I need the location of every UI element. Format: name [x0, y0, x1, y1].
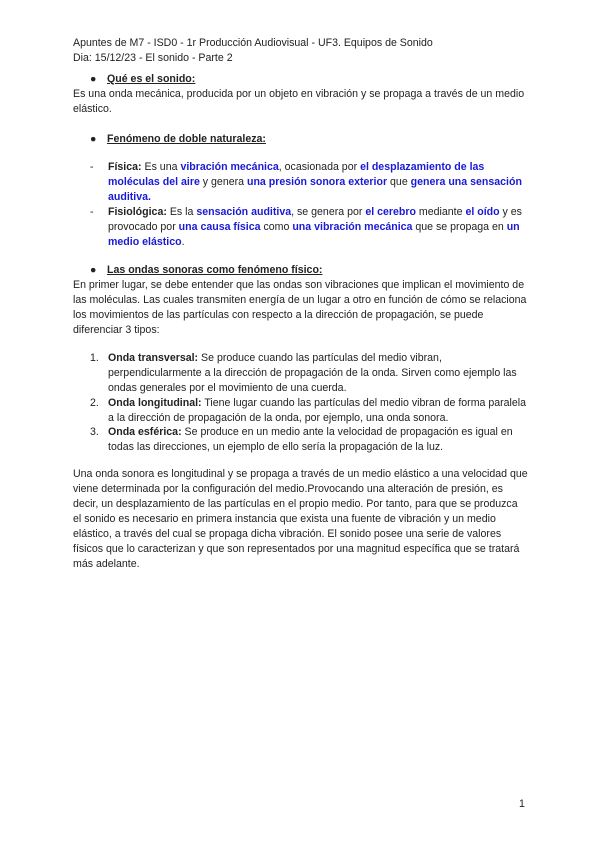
list-number: 1. — [90, 352, 99, 364]
text-run: Es la — [166, 206, 197, 218]
bullet-icon: ● — [90, 133, 97, 145]
term-label: Onda transversal: — [108, 352, 199, 364]
highlight-text: vibración mecánica — [180, 161, 279, 173]
highlight-text: una vibración mecánica — [292, 221, 413, 233]
text-run: Se produce cuando las partículas del medio vibran, perpendicularmente a la dirección de propagación de la onda. Sirven como ejemplo las ondas generales por el movimiento de una cuerda. — [108, 352, 517, 394]
list-item-fisiologica — [108, 205, 528, 250]
text-run: y es provocado por — [108, 206, 522, 233]
highlight-text: el oído — [465, 206, 500, 218]
paragraph: En primer lugar, se debe entender que las ondas son vibraciones que implican el movimiento de las moléculas. Las cuales transmiten energía de un lugar a otro en función de cómo se relaciona los movimientos de las partículas con respecto a la dirección de propagación, se puede diferenciar 3 tipos: — [73, 279, 527, 336]
page-number: 1 — [519, 798, 525, 810]
header-title: Apuntes de M7 - ISD0 - 1r Producción Audiovisual - UF3. Equipos de Sonido — [73, 37, 433, 49]
term-label: Onda longitudinal: — [108, 397, 202, 409]
section-title: Fenómeno de doble naturaleza: — [107, 133, 266, 145]
list-number: 2. — [90, 397, 99, 409]
highlight-text: una causa física — [178, 221, 261, 233]
highlight-text: el desplazamiento de las moléculas del aire — [108, 161, 485, 188]
text-run: Tiene lugar cuando las partículas del medio vibran de forma paralela a la dirección de propagación de la onda, por ejemplo, una onda sonora. — [108, 397, 527, 424]
list-item — [108, 425, 528, 455]
highlight-text: una presión sonora exterior — [246, 176, 388, 188]
text-run: , se genera por — [291, 206, 366, 218]
list-item — [108, 351, 528, 396]
header-date: Dia: 15/12/23 - El sonido - Parte 2 — [73, 52, 233, 64]
list-number: 3. — [90, 426, 99, 438]
list-item-fisica — [108, 160, 528, 205]
text-run: que — [387, 176, 411, 188]
text-run: como — [260, 221, 293, 233]
paragraph: Una onda sonora es longitudinal y se propaga a través de un medio elástico a una velocidad que viene determinada por la configuración del medio.Provocando una alteración de presión, es decir, un desplazamiento de las partículas en el propio medio. Por tanto, para que se produzca el sonido es necesario en primera instancia que exista una fuente de vibración y un medio elástico, a través del cual se propaga dicha vibración. El sonido posee una serie de valores físicos que lo caracterizan y que son representados por una magnitud específica que se tratará más adelante. — [73, 468, 528, 570]
term-label: Física: — [108, 161, 142, 173]
bullet-icon: ● — [90, 264, 97, 276]
text-run: . — [181, 236, 185, 248]
highlight-text: un medio elástico — [108, 221, 520, 248]
section-title: Qué es el sonido: — [107, 73, 196, 85]
term-label: Onda esférica: — [108, 426, 182, 438]
text-run: Es una — [141, 161, 181, 173]
list-item — [108, 396, 528, 426]
paragraph: Es una onda mecánica, producida por un objeto en vibración y se propaga a través de un medio elástico. — [73, 88, 525, 115]
text-run: que se propaga en — [412, 221, 507, 233]
bullet-icon: ● — [90, 73, 97, 85]
text-run: mediante — [415, 206, 466, 218]
highlight-text: el cerebro — [365, 206, 416, 218]
term-label: Fisiológica: — [108, 206, 167, 218]
text-run: y genera — [199, 176, 247, 188]
section-title: Las ondas sonoras como fenómeno físico: — [107, 264, 323, 276]
highlight-text: sensación auditiva — [196, 206, 292, 218]
dash-marker: - — [90, 161, 94, 173]
dash-marker: - — [90, 206, 94, 218]
highlight-text: genera una sensación auditiva. — [108, 176, 522, 203]
text-run: Se produce en un medio ante la velocidad de propagación es igual en todas las direcciones, un ejemplo de ello sería la propagación de la luz. — [108, 426, 513, 453]
text-run: , ocasionada por — [278, 161, 361, 173]
